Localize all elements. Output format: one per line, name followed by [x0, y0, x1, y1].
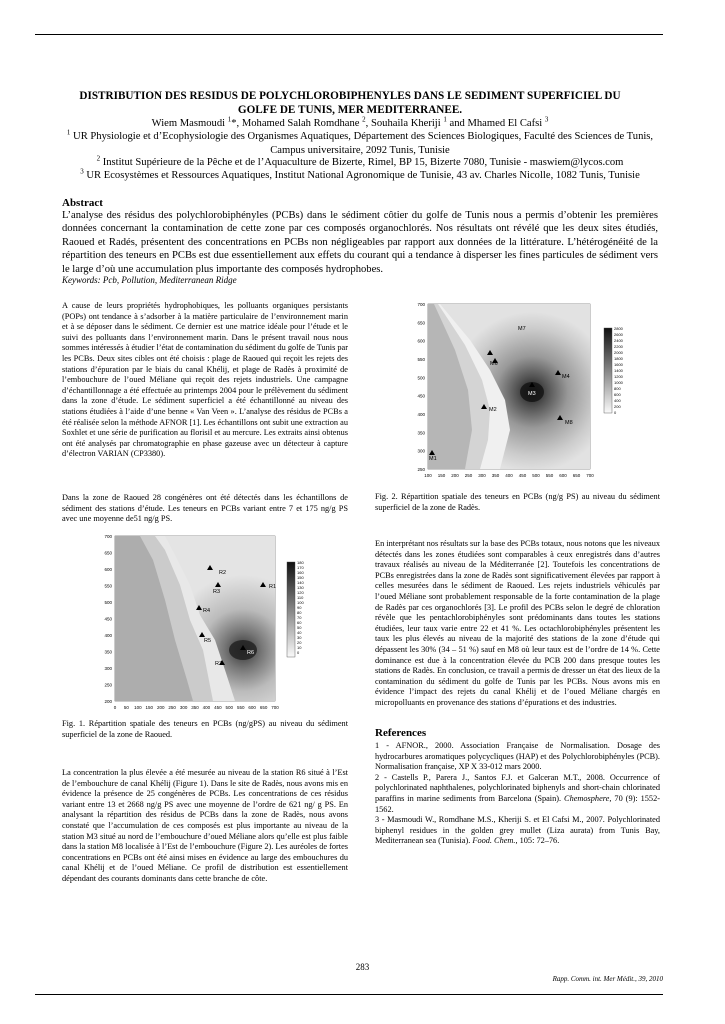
fig1-legend-110: 110	[297, 595, 304, 600]
fig1-legend-90: 90	[297, 605, 302, 610]
fig1-xtick-350: 350	[191, 705, 199, 710]
fig1-xtick-550: 550	[236, 705, 245, 710]
fig2-legend-0: 0	[614, 410, 617, 415]
affiliation-2-sup: 2	[96, 154, 101, 163]
fig1-legend-40: 40	[297, 630, 302, 635]
fig1-xtick-600: 600	[248, 705, 256, 710]
fig2-colorbar	[604, 328, 612, 413]
fig2-ytick-250: 250	[417, 467, 425, 472]
figure-2-caption: Fig. 2. Répartition spatiale des teneurs en PCBs (ng/g PS) au niveau du sédiment superficiel de la zone de Radès.	[375, 492, 660, 512]
fig2-legend-200: 200	[614, 404, 621, 409]
fig2-legend-2200: 2200	[614, 344, 623, 349]
fig1-ytick-400: 400	[104, 633, 112, 638]
affiliation-1	[62, 130, 658, 157]
fig1-xtick-500: 500	[225, 705, 234, 710]
fig1-legend-10: 10	[297, 645, 302, 650]
affiliation-2	[62, 156, 658, 170]
fig1-legend-labels	[297, 560, 304, 655]
fig2-xtick-550: 550	[545, 473, 554, 478]
fig1-xtick-50: 50	[123, 705, 129, 710]
fig2-xtick-450: 450	[518, 473, 527, 478]
affiliation-2-text: Institut Supérieure de la Pêche et de l’Aquaculture de Bizerte, Rimel, BP 15, Bizerte 7080, Tunisie - maswiem@lycos.com	[100, 157, 624, 168]
fig1-ytick-600: 600	[104, 567, 112, 572]
fig2-xtick-600: 600	[559, 473, 567, 478]
paper-title	[40, 89, 660, 117]
fig1-legend-130: 130	[297, 585, 304, 590]
reference-2-text: 2 - Castells P., Parera J., Santos F.J. et Galceran M.T., 2008. Occurrence of polychlorinated naphthalenes, polychlorinated biphenyls and short-chain chlorinated paraffins in marine sediments from Barcelona (Spain).	[375, 772, 660, 803]
keywords: Keywords: Pcb, Pollution, Mediterranean Ridge	[62, 275, 237, 285]
fig1-ytick-650: 650	[104, 550, 112, 556]
page-number: 283	[355, 962, 370, 972]
affiliation-1-text: UR Physiologie et d’Ecophysiologie des Organismes Aquatiques, Département des Sciences Biologiques, Faculté des Sciences de Tunis, Campus universitaire, 2092 Tunis, Tunisie	[70, 131, 654, 156]
affiliation-3	[62, 169, 658, 183]
fig2-legend-2400: 2400	[614, 338, 623, 343]
title-line-2: GOLFE DE TUNIS, MER MEDITERRANEE.	[237, 104, 463, 116]
fig2-xtick-250: 250	[464, 473, 473, 478]
fig1-legend-140: 140	[297, 580, 304, 585]
fig1-xtick-150: 150	[145, 705, 154, 710]
right-para-1: En interprétant nos résultats sur la base des PCBs totaux, nous notons que les niveaux détectés dans les zones étudiées sont comparables à ceux enregistrés dans d’autres travaux réalisés au niveau de la Méditerranée [2]. Toutefois les concentrations de PCBs enregistrées dans la zone de Radès sont significativement élevées par rapport à celles mesurées dans le sédiment de Raoued. Les rejets industriels véhiculés par l’oued Méliane sont probablement responsable de la forte contamination de la plage de Radès par ces organochlorés [3]. Le profil des PCBs selon le degré de chloration révèle que les pentachlorobiphényles sont prédominants dans toutes les stations étudiées, leur taux varie entre 22 et 41 %. Les octachlorobiphényles présentent les taux les plus élevés au niveau de la majorité des stations de la zone d’étude qui dépassent les 30% (34 – 51 %) sauf en M8 où leur taux est de l’ordre de 14 %. Cette dominance est due à la concentration élevée du PCB 200 dans presque toutes les stations de Radès. En conclusion, ce travail a permis de dresser un état des lieux de la contamination du sédiment du golfe de Tunis par les PCBs. Nous avons mis en évidence l’impact des rejets du canal Khélij et de l’oued Méliane chargés en micropolluants en provenance des stations d’épurations et des industries.	[375, 539, 660, 707]
fig2-ytick-550: 550	[417, 357, 425, 362]
fig2-xtick-700: 700	[586, 473, 594, 478]
fig2-legend-2800: 2800	[614, 326, 623, 331]
fig2-ytick-350: 350	[417, 430, 425, 436]
author-2-sup: 2	[362, 115, 366, 124]
top-rule	[35, 34, 663, 35]
fig2-ytick-450: 450	[417, 393, 425, 399]
reference-3-volume: , 105: 72–76.	[515, 836, 560, 846]
fig2-xtick-650: 650	[572, 473, 581, 478]
fig1-xtick-700: 700	[271, 705, 279, 710]
fig2-ytick-700: 700	[417, 302, 425, 307]
author-1-sup: 1	[227, 115, 232, 124]
fig1-legend-150: 150	[297, 575, 304, 580]
fig1-xtick-200: 200	[156, 705, 165, 710]
title-line-1: DISTRIBUTION DES RESIDUS DE POLYCHLOROBIPHENYLES DANS LE SEDIMENT SUPERFICIEL DU	[79, 90, 621, 102]
fig2-xtick-200: 200	[451, 473, 459, 478]
fig2-station-M4: M4	[562, 374, 570, 380]
author-3: , Souhaila Kheriji	[365, 118, 444, 129]
fig2-legend-labels	[614, 326, 624, 415]
fig2-station-M1: M1	[429, 456, 437, 462]
fig1-legend-170: 170	[297, 565, 304, 570]
fig1-legend-50: 50	[297, 625, 302, 630]
fig2-legend-1800: 1800	[614, 356, 623, 361]
fig2-legend-2000: 2000	[614, 350, 623, 355]
fig1-legend-0: 0	[297, 650, 300, 655]
author-4-sup: 3	[544, 115, 549, 124]
fig1-legend-180: 180	[297, 560, 304, 565]
fig1-station-R6: R6	[247, 650, 255, 656]
fig2-ytick-600: 600	[417, 338, 425, 344]
fig1-ytick-250: 250	[104, 682, 112, 688]
reference-3-journal: Food. Chem.	[472, 836, 516, 846]
reference-1-text: 1 - AFNOR., 2000. Association Française de Normalisation. Dosage des hydrocarbures aromatiques polycycliques (HAP) et des Polychlorobiphényles (PCB). Normalisation française, XP X 33-012 mars 2000.	[375, 741, 660, 772]
fig2-ytick-300: 300	[417, 448, 425, 454]
author-2: *, Mohamed Salah Romdhane	[231, 118, 363, 129]
authors	[40, 117, 660, 131]
fig1-legend-20: 20	[297, 640, 302, 645]
fig2-station-M7: M7	[518, 326, 526, 332]
fig1-ytick-550: 550	[104, 583, 112, 589]
fig2-legend-600: 600	[614, 392, 621, 397]
fig2-station-M2: M2	[489, 407, 497, 413]
fig2-station-M8: M8	[565, 420, 573, 426]
reference-item	[375, 741, 660, 773]
figure-1-caption: Fig. 1. Répartition spatiale des teneurs en PCBs (ng/gPS) au niveau du sédiment superficiel de la zone de Raoued.	[62, 719, 348, 739]
fig1-station-R2: R2	[219, 570, 227, 576]
fig1-station-R4: R4	[203, 608, 211, 614]
affiliation-1-sup: 1	[66, 128, 71, 137]
fig1-xtick-400: 400	[202, 705, 211, 710]
reference-item	[375, 815, 660, 847]
fig2-legend-1400: 1400	[614, 368, 623, 373]
fig1-xtick-650: 650	[259, 705, 268, 710]
fig1-legend-160: 160	[297, 570, 304, 575]
author-3-sup: 1	[443, 115, 447, 124]
fig2-legend-1200: 1200	[614, 374, 623, 379]
bottom-rule	[35, 994, 663, 995]
figure-2-rades-map	[410, 300, 640, 485]
fig1-xtick-0: 0	[113, 705, 117, 710]
reference-2-journal: Chemosphere	[564, 793, 610, 803]
fig1-legend-60: 60	[297, 620, 302, 625]
abstract-text: L’analyse des résidus des polychlorobiphényles (PCBs) dans le sédiment côtier du golfe de Tunis nous a permis d’obtenir les premières données concernant la contamination de cette zone par ces composés organochlorés. Nos résultats ont révélé que les deux sites étudiés, Raoued et Radés, présentent des concentrations en PCBs non négligeables par rapport aux données de la littérature. L’hétérogénéité de la répartition des teneurs en PCBs est due essentiellement aux effets du courant qui a tendance à disperser les fines particules de sédiment vers le large d’où une accumulation plus importante des composés hydrophobes.	[62, 210, 658, 275]
fig1-ytick-500: 500	[104, 600, 112, 605]
fig2-legend-1000: 1000	[614, 380, 623, 385]
fig1-colorbar	[287, 562, 295, 657]
affiliation-3-sup: 3	[80, 167, 84, 176]
reference-2-volume: , 70 (9): 1552-1562.	[375, 793, 660, 814]
author-1: Wiem Masmoudi	[151, 118, 228, 129]
fig2-xtick-300: 300	[478, 473, 486, 478]
fig1-legend-70: 70	[297, 615, 302, 620]
affiliation-3-text: UR Ecosystèmes et Ressources Aquatiques, Institut National Agronomique de Tunisie, 43 av. Charles Nicolle, 1082 Tunis, Tunisie	[83, 170, 640, 181]
fig1-xtick-450: 450	[214, 705, 222, 710]
fig2-legend-800: 800	[614, 386, 621, 391]
fig2-ytick-400: 400	[417, 412, 425, 417]
abstract-heading: Abstract	[62, 197, 103, 209]
reference-3-text: 3 - Masmoudi W., Romdhane M.S., Kheriji S. et El Cafsi M., 2007. Polychlorinated biphenyl residues in the golden grey mullet (Liza aurata) from Tunis Bay, Mediterranean sea (Tunisia).	[375, 815, 660, 846]
reference-item	[375, 773, 660, 815]
fig1-station-R7: R7	[215, 661, 223, 667]
fig2-station-M3: M3	[528, 391, 536, 397]
fig2-xtick-400: 400	[505, 473, 513, 478]
fig1-station-R1: R1	[269, 584, 277, 590]
fig2-ytick-500: 500	[417, 375, 425, 381]
left-para-1: A cause de leurs propriétés hydrophobiques, les polluants organiques persistants (POPs) ont tendance à s’adsorber à la matière particulaire de l’environnement marin et à se déposer dans le sédiment. Ce dernier est une matrice idéale pour l’étude et le suivi des polluants dans l’environnement marin. Dans le présent travail nous nous sommes intéressés à étudier l’état de contamination du sédiment du golfe de Tunis par les PCBs. Deux sites cibles ont été choisis : plage de Raoued qui reçoit les rejets des stations d’épuration par le biais du canal Khélij, et plage de Radès à proximité de l’embouchure de l’oued Méliane qui reçoit des rejets industriels. Une campagne d’échantillonnage a été effectuée au printemps 2004 pour le prélèvement du sédiment dans la zone d’étude. Le sédiment superficiel a été échantillonné au niveau des stations étudiées à l’aide d’une benne « Van Veen ». L’analyse des résidus de PCBs a été réalisée selon la méthode AFNOR [1]. Les échantillons ont subit une extraction au Soxhlet et une série de purification au florisil et au mercure. Les extraits ainsi obtenus ont été analysés par chromatographie en phase gazeuse avec un détecteur à capture d’électron VARIAN (CP3380).	[62, 301, 348, 459]
fig2-ytick-650: 650	[417, 320, 425, 326]
fig1-legend-80: 80	[297, 610, 302, 615]
references-list	[375, 741, 660, 847]
fig2-legend-400: 400	[614, 398, 621, 403]
fig1-xtick-300: 300	[179, 705, 188, 710]
figure-1-raoued-map	[95, 530, 320, 713]
fig2-legend-1600: 1600	[614, 362, 623, 367]
fig1-legend-120: 120	[297, 590, 304, 595]
fig1-xtick-250: 250	[168, 705, 176, 710]
fig1-ytick-350: 350	[104, 649, 112, 655]
references-heading: References	[375, 727, 427, 739]
fig2-legend-2600: 2600	[614, 332, 623, 337]
fig2-xtick-500: 500	[532, 473, 540, 478]
fig1-legend-100: 100	[297, 600, 304, 605]
fig2-station-M6: M6	[490, 361, 498, 367]
fig2-xtick-150: 150	[437, 473, 446, 478]
fig1-legend-30: 30	[297, 635, 302, 640]
fig1-ytick-200: 200	[104, 699, 112, 704]
fig1-ytick-450: 450	[104, 616, 112, 622]
fig1-station-R5: R5	[204, 638, 212, 644]
author-4: and Mhamed El Cafsi	[446, 118, 545, 129]
footer-citation: Rapp. Comm. int. Mer Médit., 39, 2010	[552, 975, 663, 983]
fig1-ytick-700: 700	[104, 534, 112, 539]
fig2-xtick-100: 100	[424, 473, 432, 478]
fig1-xtick-100: 100	[134, 705, 142, 710]
left-para-2: Dans la zone de Raoued 28 congénères ont été détectés dans les échantillons de sédiment des stations d’étude. Les teneurs en PCBs variant entre 7 et 175 ng/g PS avec une moyenne de51 ng/g PS.	[62, 493, 348, 524]
fig2-xtick-350: 350	[491, 473, 500, 478]
left-para-3: La concentration la plus élevée a été mesurée au niveau de la station R6 situé à l’Est de l’embouchure de canal Khélij (Figure 1). Dans le site de Radès, nous avons mis en évidence la présence de 25 congénères de PCBs. Les concentrations de ces résidus variant entre 13 et 2668 ng/g PS avec une moyenne de l’ordre de 621 ng/ g PS. En analysant la répartition des résidus de PCBs dans la zone de Radès, nous avons constaté que l’accumulation de ces composés est plus importante au niveau de la station M3 situé au nord de l’embouchure d’oued Méliane alors qu’elle est plus faible dans la station M8 localisée à l’Est de l’embouchure (Figure 2). Les auréoles de fortes concentrations en PCBs ont été ainsi mises en évidence au large des embouchures du canal Khélij et de l’oued Méliane. Ce profil de distribution est essentiellement dépendant des courants dominants dans cette branche de côte.	[62, 768, 348, 883]
fig1-ytick-300: 300	[104, 666, 112, 671]
fig1-station-R3: R3	[213, 589, 221, 595]
